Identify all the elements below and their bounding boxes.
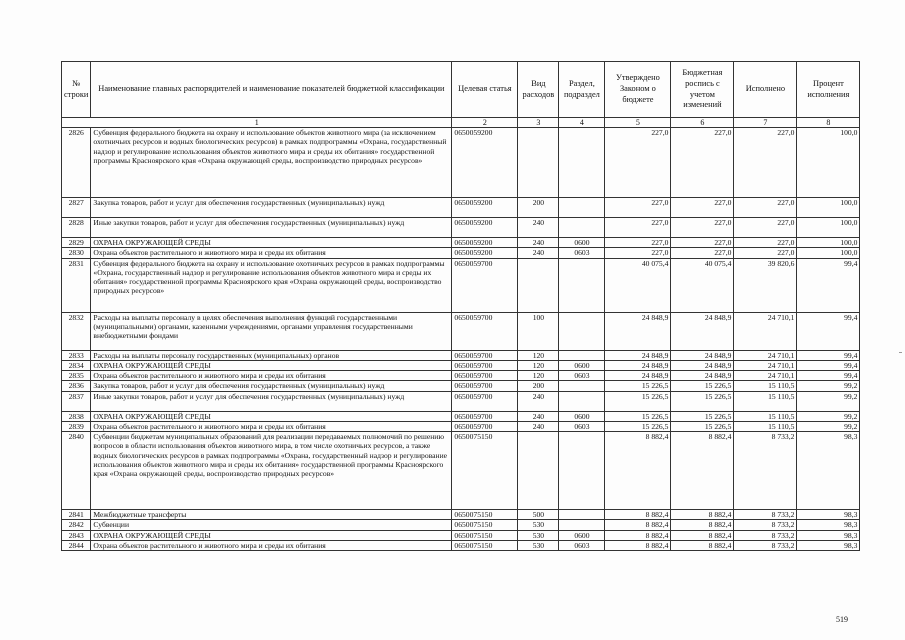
row-budget-plan: 24 848,9 <box>671 371 734 381</box>
header-budget-plan: Бюджетная роспись с учетом изменений <box>671 62 734 118</box>
row-section <box>559 198 605 218</box>
row-number: 2840 <box>62 432 91 510</box>
column-number-4: 4 <box>559 118 605 128</box>
row-expense-type: 530 <box>518 530 559 540</box>
row-approved: 8 882,4 <box>605 520 671 530</box>
row-budget-plan: 8 882,4 <box>671 530 734 540</box>
row-name: Закупка товаров, работ и услуг для обеспечения государственных (муниципальных) нужд <box>91 198 452 218</box>
row-target-article: 0650059700 <box>452 391 518 411</box>
row-number: 2834 <box>62 360 91 370</box>
row-target-article: 0650059200 <box>452 128 518 198</box>
table-body <box>62 128 860 551</box>
row-name: ОХРАНА ОКРУЖАЮЩЕЙ СРЕДЫ <box>91 360 452 370</box>
row-percent: 99,2 <box>797 411 860 421</box>
header-approved: Утверждено Законом о бюджете <box>605 62 671 118</box>
row-expense-type <box>518 432 559 510</box>
row-executed: 15 110,5 <box>734 411 797 421</box>
header-target-article: Целевая статья <box>452 62 518 118</box>
row-budget-plan: 15 226,5 <box>671 381 734 391</box>
table-row <box>62 258 860 312</box>
row-section: 0603 <box>559 540 605 550</box>
row-target-article: 0650059700 <box>452 411 518 421</box>
row-name: Охрана объектов растительного и животного мира и среды их обитания <box>91 421 452 431</box>
row-target-article: 0650075150 <box>452 510 518 520</box>
row-approved: 227,0 <box>605 218 671 238</box>
row-expense-type: 530 <box>518 520 559 530</box>
row-budget-plan: 15 226,5 <box>671 421 734 431</box>
margin-mark <box>899 352 902 353</box>
row-executed: 227,0 <box>734 238 797 248</box>
table-row <box>62 520 860 530</box>
table-row <box>62 128 860 198</box>
row-section <box>559 312 605 350</box>
row-name: Расходы на выплаты персоналу государственных (муниципальных) органов <box>91 350 452 360</box>
row-budget-plan: 8 882,4 <box>671 520 734 530</box>
row-expense-type: 240 <box>518 238 559 248</box>
header-row-number: № строки <box>62 62 91 118</box>
row-approved: 227,0 <box>605 248 671 258</box>
row-number: 2830 <box>62 248 91 258</box>
row-percent: 99,4 <box>797 360 860 370</box>
row-section: 0600 <box>559 530 605 540</box>
row-number: 2828 <box>62 218 91 238</box>
row-expense-type <box>518 258 559 312</box>
row-number: 2835 <box>62 371 91 381</box>
table-row <box>62 371 860 381</box>
row-budget-plan: 227,0 <box>671 248 734 258</box>
table-row <box>62 530 860 540</box>
header-percent: Процент исполнения <box>797 62 860 118</box>
row-budget-plan: 8 882,4 <box>671 510 734 520</box>
row-target-article: 0650059700 <box>452 371 518 381</box>
table-row <box>62 411 860 421</box>
row-percent: 98,3 <box>797 530 860 540</box>
row-number: 2829 <box>62 238 91 248</box>
column-number-6: 6 <box>671 118 734 128</box>
row-number: 2844 <box>62 540 91 550</box>
row-number: 2838 <box>62 411 91 421</box>
row-approved: 24 848,9 <box>605 371 671 381</box>
row-number: 2841 <box>62 510 91 520</box>
row-budget-plan: 227,0 <box>671 218 734 238</box>
table-row <box>62 238 860 248</box>
row-executed: 8 733,2 <box>734 540 797 550</box>
row-name: Охрана объектов растительного и животного мира и среды их обитания <box>91 540 452 550</box>
row-name: Иные закупки товаров, работ и услуг для обеспечения государственных (муниципальных) нужд <box>91 218 452 238</box>
row-name: Субвенции бюджетам муниципальных образований для реализации передаваемых полномочий по решению вопросов в области использования объектов животного мира, в том числе охотничьих ресурсов, а также водных биологических ресурсов в рамках подпрограммы «Охрана, государственный надзор и регулирование использования объектов животного мира и среды их обитания» государственной программы Красноярского края «Охрана окружающей среды, воспроизводство природных ресурсов» <box>91 432 452 510</box>
row-approved: 15 226,5 <box>605 391 671 411</box>
table-row <box>62 350 860 360</box>
row-executed: 24 710,1 <box>734 312 797 350</box>
table-row <box>62 510 860 520</box>
row-expense-type: 240 <box>518 421 559 431</box>
row-name: Расходы на выплаты персоналу в целях обеспечения выполнения функций государственными (муниципальными) органами, казенными учреждениями, органами управления государственными внебюджетными фондами <box>91 312 452 350</box>
row-target-article: 0650075150 <box>452 530 518 540</box>
header-name: Наименование главных распорядителей и наименование показателей бюджетной классификации <box>91 62 452 118</box>
row-percent: 100,0 <box>797 218 860 238</box>
table-row <box>62 381 860 391</box>
row-section: 0603 <box>559 371 605 381</box>
row-approved: 15 226,5 <box>605 411 671 421</box>
column-number-8: 8 <box>797 118 860 128</box>
row-section <box>559 128 605 198</box>
row-percent: 98,3 <box>797 540 860 550</box>
row-number: 2836 <box>62 381 91 391</box>
row-name: Субвенции <box>91 520 452 530</box>
row-section <box>559 350 605 360</box>
column-number-2: 2 <box>452 118 518 128</box>
row-section <box>559 510 605 520</box>
row-executed: 8 733,2 <box>734 432 797 510</box>
row-section: 0603 <box>559 248 605 258</box>
header-expense-type: Вид расходов <box>518 62 559 118</box>
row-executed: 8 733,2 <box>734 530 797 540</box>
row-executed: 8 733,2 <box>734 520 797 530</box>
row-target-article: 0650059700 <box>452 258 518 312</box>
row-approved: 24 848,9 <box>605 312 671 350</box>
row-percent: 99,4 <box>797 350 860 360</box>
row-budget-plan: 15 226,5 <box>671 411 734 421</box>
row-executed: 8 733,2 <box>734 510 797 520</box>
row-approved: 8 882,4 <box>605 530 671 540</box>
row-target-article: 0650059700 <box>452 350 518 360</box>
row-target-article: 0650059200 <box>452 238 518 248</box>
row-number: 2842 <box>62 520 91 530</box>
row-expense-type: 200 <box>518 381 559 391</box>
row-name: ОХРАНА ОКРУЖАЮЩЕЙ СРЕДЫ <box>91 238 452 248</box>
row-budget-plan: 24 848,9 <box>671 360 734 370</box>
row-executed: 24 710,1 <box>734 360 797 370</box>
row-number: 2837 <box>62 391 91 411</box>
row-percent: 98,3 <box>797 432 860 510</box>
table-row <box>62 218 860 238</box>
row-percent: 99,4 <box>797 258 860 312</box>
row-section <box>559 432 605 510</box>
table-row <box>62 421 860 431</box>
row-percent: 100,0 <box>797 128 860 198</box>
row-name: Межбюджетные трансферты <box>91 510 452 520</box>
row-executed: 15 110,5 <box>734 381 797 391</box>
column-number-5: 5 <box>605 118 671 128</box>
row-executed: 227,0 <box>734 218 797 238</box>
row-approved: 15 226,5 <box>605 381 671 391</box>
budget-table <box>61 61 860 551</box>
column-number-1: 1 <box>62 118 452 128</box>
column-number-3: 3 <box>518 118 559 128</box>
row-percent: 99,4 <box>797 371 860 381</box>
row-budget-plan: 15 226,5 <box>671 391 734 411</box>
row-budget-plan: 227,0 <box>671 238 734 248</box>
row-name: Охрана объектов растительного и животного мира и среды их обитания <box>91 248 452 258</box>
page-number: 519 <box>836 615 848 624</box>
row-number: 2827 <box>62 198 91 218</box>
row-number: 2831 <box>62 258 91 312</box>
row-percent: 100,0 <box>797 198 860 218</box>
row-expense-type: 200 <box>518 198 559 218</box>
row-name: Субвенция федерального бюджета на охрану и использование объектов животного мира (за исключением охотничьих ресурсов и водных биологических ресурсов) в рамках подпрограммы «Охрана, государственный надзор и регулирование использования объектов животного мира и среды их обитания» государственной программы Красноярского края «Охрана окружающей среды, воспроизводство природных ресурсов» <box>91 128 452 198</box>
row-percent: 100,0 <box>797 248 860 258</box>
row-target-article: 0650059700 <box>452 421 518 431</box>
row-percent: 99,2 <box>797 421 860 431</box>
row-approved: 24 848,9 <box>605 350 671 360</box>
column-number-7: 7 <box>734 118 797 128</box>
row-percent: 99,2 <box>797 391 860 411</box>
row-target-article: 0650059200 <box>452 198 518 218</box>
row-expense-type: 100 <box>518 312 559 350</box>
row-section: 0600 <box>559 238 605 248</box>
row-executed: 15 110,5 <box>734 391 797 411</box>
row-section <box>559 391 605 411</box>
row-percent: 99,4 <box>797 312 860 350</box>
row-approved: 40 075,4 <box>605 258 671 312</box>
row-target-article: 0650059700 <box>452 312 518 350</box>
row-target-article: 0650075150 <box>452 520 518 530</box>
row-approved: 8 882,4 <box>605 432 671 510</box>
table-row <box>62 432 860 510</box>
row-percent: 99,2 <box>797 381 860 391</box>
table-row <box>62 312 860 350</box>
row-executed: 227,0 <box>734 198 797 218</box>
row-percent: 100,0 <box>797 238 860 248</box>
row-name: Субвенция федерального бюджета на охрану и использование охотничьих ресурсов в рамках подпрограммы «Охрана, государственный надзор и регулирование использования объектов животного мира и среды их обитания» государственной программы Красноярского края «Охрана окружающей среды, воспроизводство природных ресурсов» <box>91 258 452 312</box>
row-executed: 24 710,1 <box>734 350 797 360</box>
row-budget-plan: 227,0 <box>671 198 734 218</box>
row-section: 0600 <box>559 360 605 370</box>
row-percent: 98,3 <box>797 510 860 520</box>
row-executed: 15 110,5 <box>734 421 797 431</box>
row-executed: 39 820,6 <box>734 258 797 312</box>
header-executed: Исполнено <box>734 62 797 118</box>
row-executed: 227,0 <box>734 248 797 258</box>
row-budget-plan: 24 848,9 <box>671 312 734 350</box>
row-expense-type: 530 <box>518 540 559 550</box>
row-target-article: 0650075150 <box>452 540 518 550</box>
row-budget-plan: 8 882,4 <box>671 540 734 550</box>
row-section <box>559 520 605 530</box>
row-budget-plan: 227,0 <box>671 128 734 198</box>
row-target-article: 0650059200 <box>452 218 518 238</box>
row-expense-type: 240 <box>518 248 559 258</box>
row-expense-type: 240 <box>518 218 559 238</box>
row-number: 2826 <box>62 128 91 198</box>
row-name: Закупка товаров, работ и услуг для обеспечения государственных (муниципальных) нужд <box>91 381 452 391</box>
row-approved: 8 882,4 <box>605 540 671 550</box>
row-expense-type: 120 <box>518 360 559 370</box>
row-number: 2843 <box>62 530 91 540</box>
row-name: Иные закупки товаров, работ и услуг для обеспечения государственных (муниципальных) нужд <box>91 391 452 411</box>
row-expense-type: 240 <box>518 411 559 421</box>
row-budget-plan: 24 848,9 <box>671 350 734 360</box>
row-approved: 8 882,4 <box>605 510 671 520</box>
row-percent: 98,3 <box>797 520 860 530</box>
row-number: 2833 <box>62 350 91 360</box>
table-row <box>62 391 860 411</box>
row-number: 2839 <box>62 421 91 431</box>
row-target-article: 0650075150 <box>452 432 518 510</box>
row-expense-type: 120 <box>518 371 559 381</box>
row-budget-plan: 40 075,4 <box>671 258 734 312</box>
row-number: 2832 <box>62 312 91 350</box>
row-expense-type <box>518 128 559 198</box>
row-approved: 227,0 <box>605 128 671 198</box>
header-section: Раздел, подраздел <box>559 62 605 118</box>
table-row <box>62 248 860 258</box>
row-expense-type: 240 <box>518 391 559 411</box>
row-name: ОХРАНА ОКРУЖАЮЩЕЙ СРЕДЫ <box>91 530 452 540</box>
row-executed: 24 710,1 <box>734 371 797 381</box>
row-section: 0600 <box>559 411 605 421</box>
row-name: ОХРАНА ОКРУЖАЮЩЕЙ СРЕДЫ <box>91 411 452 421</box>
row-approved: 227,0 <box>605 198 671 218</box>
row-target-article: 0650059700 <box>452 381 518 391</box>
row-target-article: 0650059700 <box>452 360 518 370</box>
row-approved: 24 848,9 <box>605 360 671 370</box>
row-section <box>559 218 605 238</box>
row-section <box>559 381 605 391</box>
row-approved: 15 226,5 <box>605 421 671 431</box>
row-expense-type: 500 <box>518 510 559 520</box>
row-budget-plan: 8 882,4 <box>671 432 734 510</box>
row-target-article: 0650059200 <box>452 248 518 258</box>
table-row <box>62 540 860 550</box>
row-section: 0603 <box>559 421 605 431</box>
row-executed: 227,0 <box>734 128 797 198</box>
row-expense-type: 120 <box>518 350 559 360</box>
table-row <box>62 360 860 370</box>
row-section <box>559 258 605 312</box>
row-name: Охрана объектов растительного и животного мира и среды их обитания <box>91 371 452 381</box>
table-row <box>62 198 860 218</box>
row-approved: 227,0 <box>605 238 671 248</box>
